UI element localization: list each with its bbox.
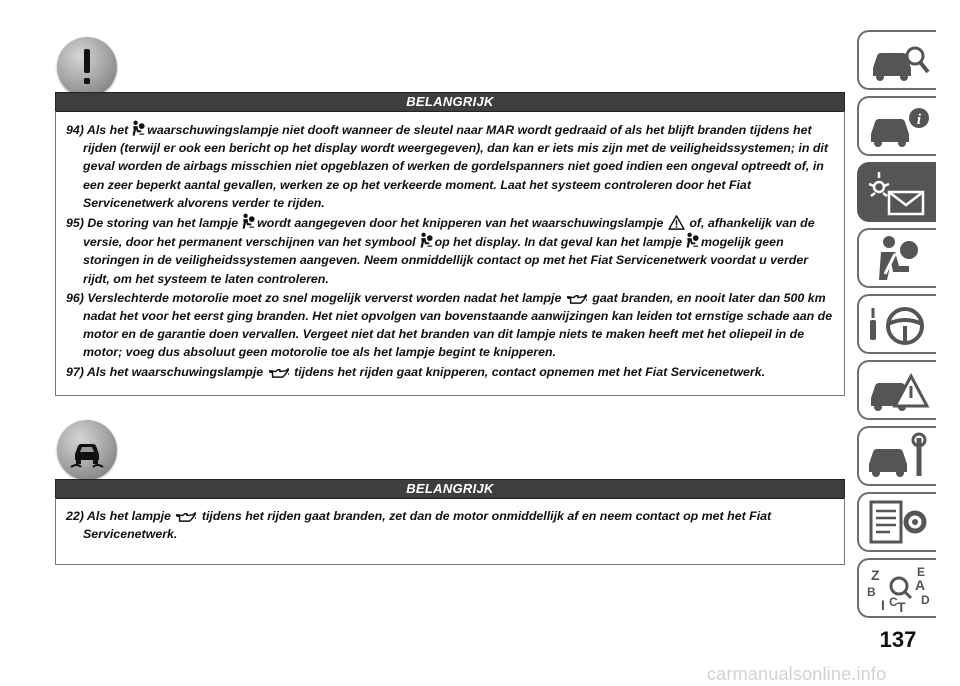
- airbag-person-icon: [239, 213, 256, 230]
- svg-text:i: i: [916, 112, 922, 128]
- svg-text:Z: Z: [871, 567, 880, 583]
- svg-text:C: C: [889, 595, 898, 609]
- important-header-2: BELANGRIJK: [55, 479, 845, 499]
- tab-safety[interactable]: [857, 228, 936, 288]
- tab-starting-driving[interactable]: [857, 294, 936, 354]
- page-number: 137: [879, 627, 917, 652]
- watermark: carmanualsonline.info: [707, 664, 887, 684]
- airbag-person-icon: [417, 232, 434, 249]
- car-skid-icon: [57, 420, 117, 480]
- important-notes-box-2: [55, 498, 845, 565]
- svg-text:A: A: [915, 577, 926, 593]
- oil-can-icon: [268, 366, 290, 379]
- oil-can-icon: [566, 292, 588, 305]
- tab-warning-lights[interactable]: [857, 162, 936, 222]
- seat-airbag-icon: [865, 234, 933, 284]
- tab-index[interactable]: [857, 558, 936, 618]
- note-97: 97) Als het waarschuwingslampje tijdens het rijden gaat knipperen, contact opnemen met het Fiat Servicenetwerk.: [66, 364, 766, 379]
- note-94: 94) Als het waarschuwingslampje niet dooft wanneer de sleutel naar MAR wordt gedraaid of als het blijft branden tijdens het rijden (terwijl er ook een bericht op het display wordt weergegeven), dan kan er iets mis zijn met de veiligheidssystemen; in dit geval worden de airbags misschien niet opgeblazen of werken de gordelspanners niet goed indien een ongeval optreedt of, in een zeer beperkt aantal gevallen, werken ze op het verkeerde moment. Laat het systeem controleren door het Fiat Servicenetwerk alvorens verder te rijden.: [66, 120, 834, 212]
- important-notes-box: [55, 111, 845, 396]
- warning-triangle-icon: [668, 215, 685, 230]
- svg-text:I: I: [881, 597, 885, 613]
- svg-text:E: E: [917, 565, 926, 579]
- svg-text:D: D: [921, 593, 930, 607]
- svg-text:B: B: [867, 585, 876, 599]
- car-info-icon: [865, 102, 933, 152]
- tab-dashboard[interactable]: [857, 96, 936, 156]
- car-wrench-icon: [865, 432, 933, 482]
- warning-exclamation-icon: [57, 37, 117, 97]
- steering-wheel-key-icon: [865, 300, 933, 350]
- oil-can-icon: [175, 510, 197, 523]
- important-header: BELANGRIJK: [55, 92, 845, 112]
- note-95: 95) De storing van het lampje wordt aangegeven door het knipperen van het waarschuwingslampje of, afhankelijk van de versie, door het permanent verschijnen van het symbool op het display. In dat geval kan het lampje mogelijk geen storingen in de veiligheidssystemen aangeven. Neem onmiddellijk contact op met het Fiat Servicenetwerk voordat u verder rijdt, om het systeem te laten controleren.: [66, 213, 834, 288]
- warning-lights-message-icon: [865, 168, 933, 218]
- airbag-person-icon: [683, 232, 700, 249]
- tab-knowing-your-car[interactable]: [857, 30, 936, 90]
- note-96: 96) Verslechterde motorolie moet zo snel mogelijk ververst worden nadat het lampje gaat branden, en nooit later dan 500 km nadat het voor het eerst ging branden. Het niet opvolgen van bovenstaande aanwijzingen kan leiden tot ernstige schade aan de motor en de garantie doen vervallen. Vergeet niet dat het branden van dit lampje niets te maken heeft met het oliepeil in de motor; voeg dus absoluut geen motorolie toe als het lampje begint te knipperen.: [66, 290, 833, 360]
- car-search-icon: [865, 36, 933, 86]
- svg-text:T: T: [897, 599, 906, 614]
- car-accident-icon: [865, 366, 933, 416]
- tab-emergency[interactable]: [857, 360, 936, 420]
- specifications-gear-icon: [865, 498, 933, 548]
- alphabetical-index-icon: [865, 564, 933, 614]
- note-22: 22) Als het lampje tijdens het rijden gaat branden, zet dan de motor onmiddellijk af en neem contact op met het Fiat Servicenetwerk.: [66, 509, 772, 542]
- tab-maintenance[interactable]: [857, 426, 936, 486]
- airbag-person-icon: [129, 120, 146, 137]
- tab-technical-data[interactable]: [857, 492, 936, 552]
